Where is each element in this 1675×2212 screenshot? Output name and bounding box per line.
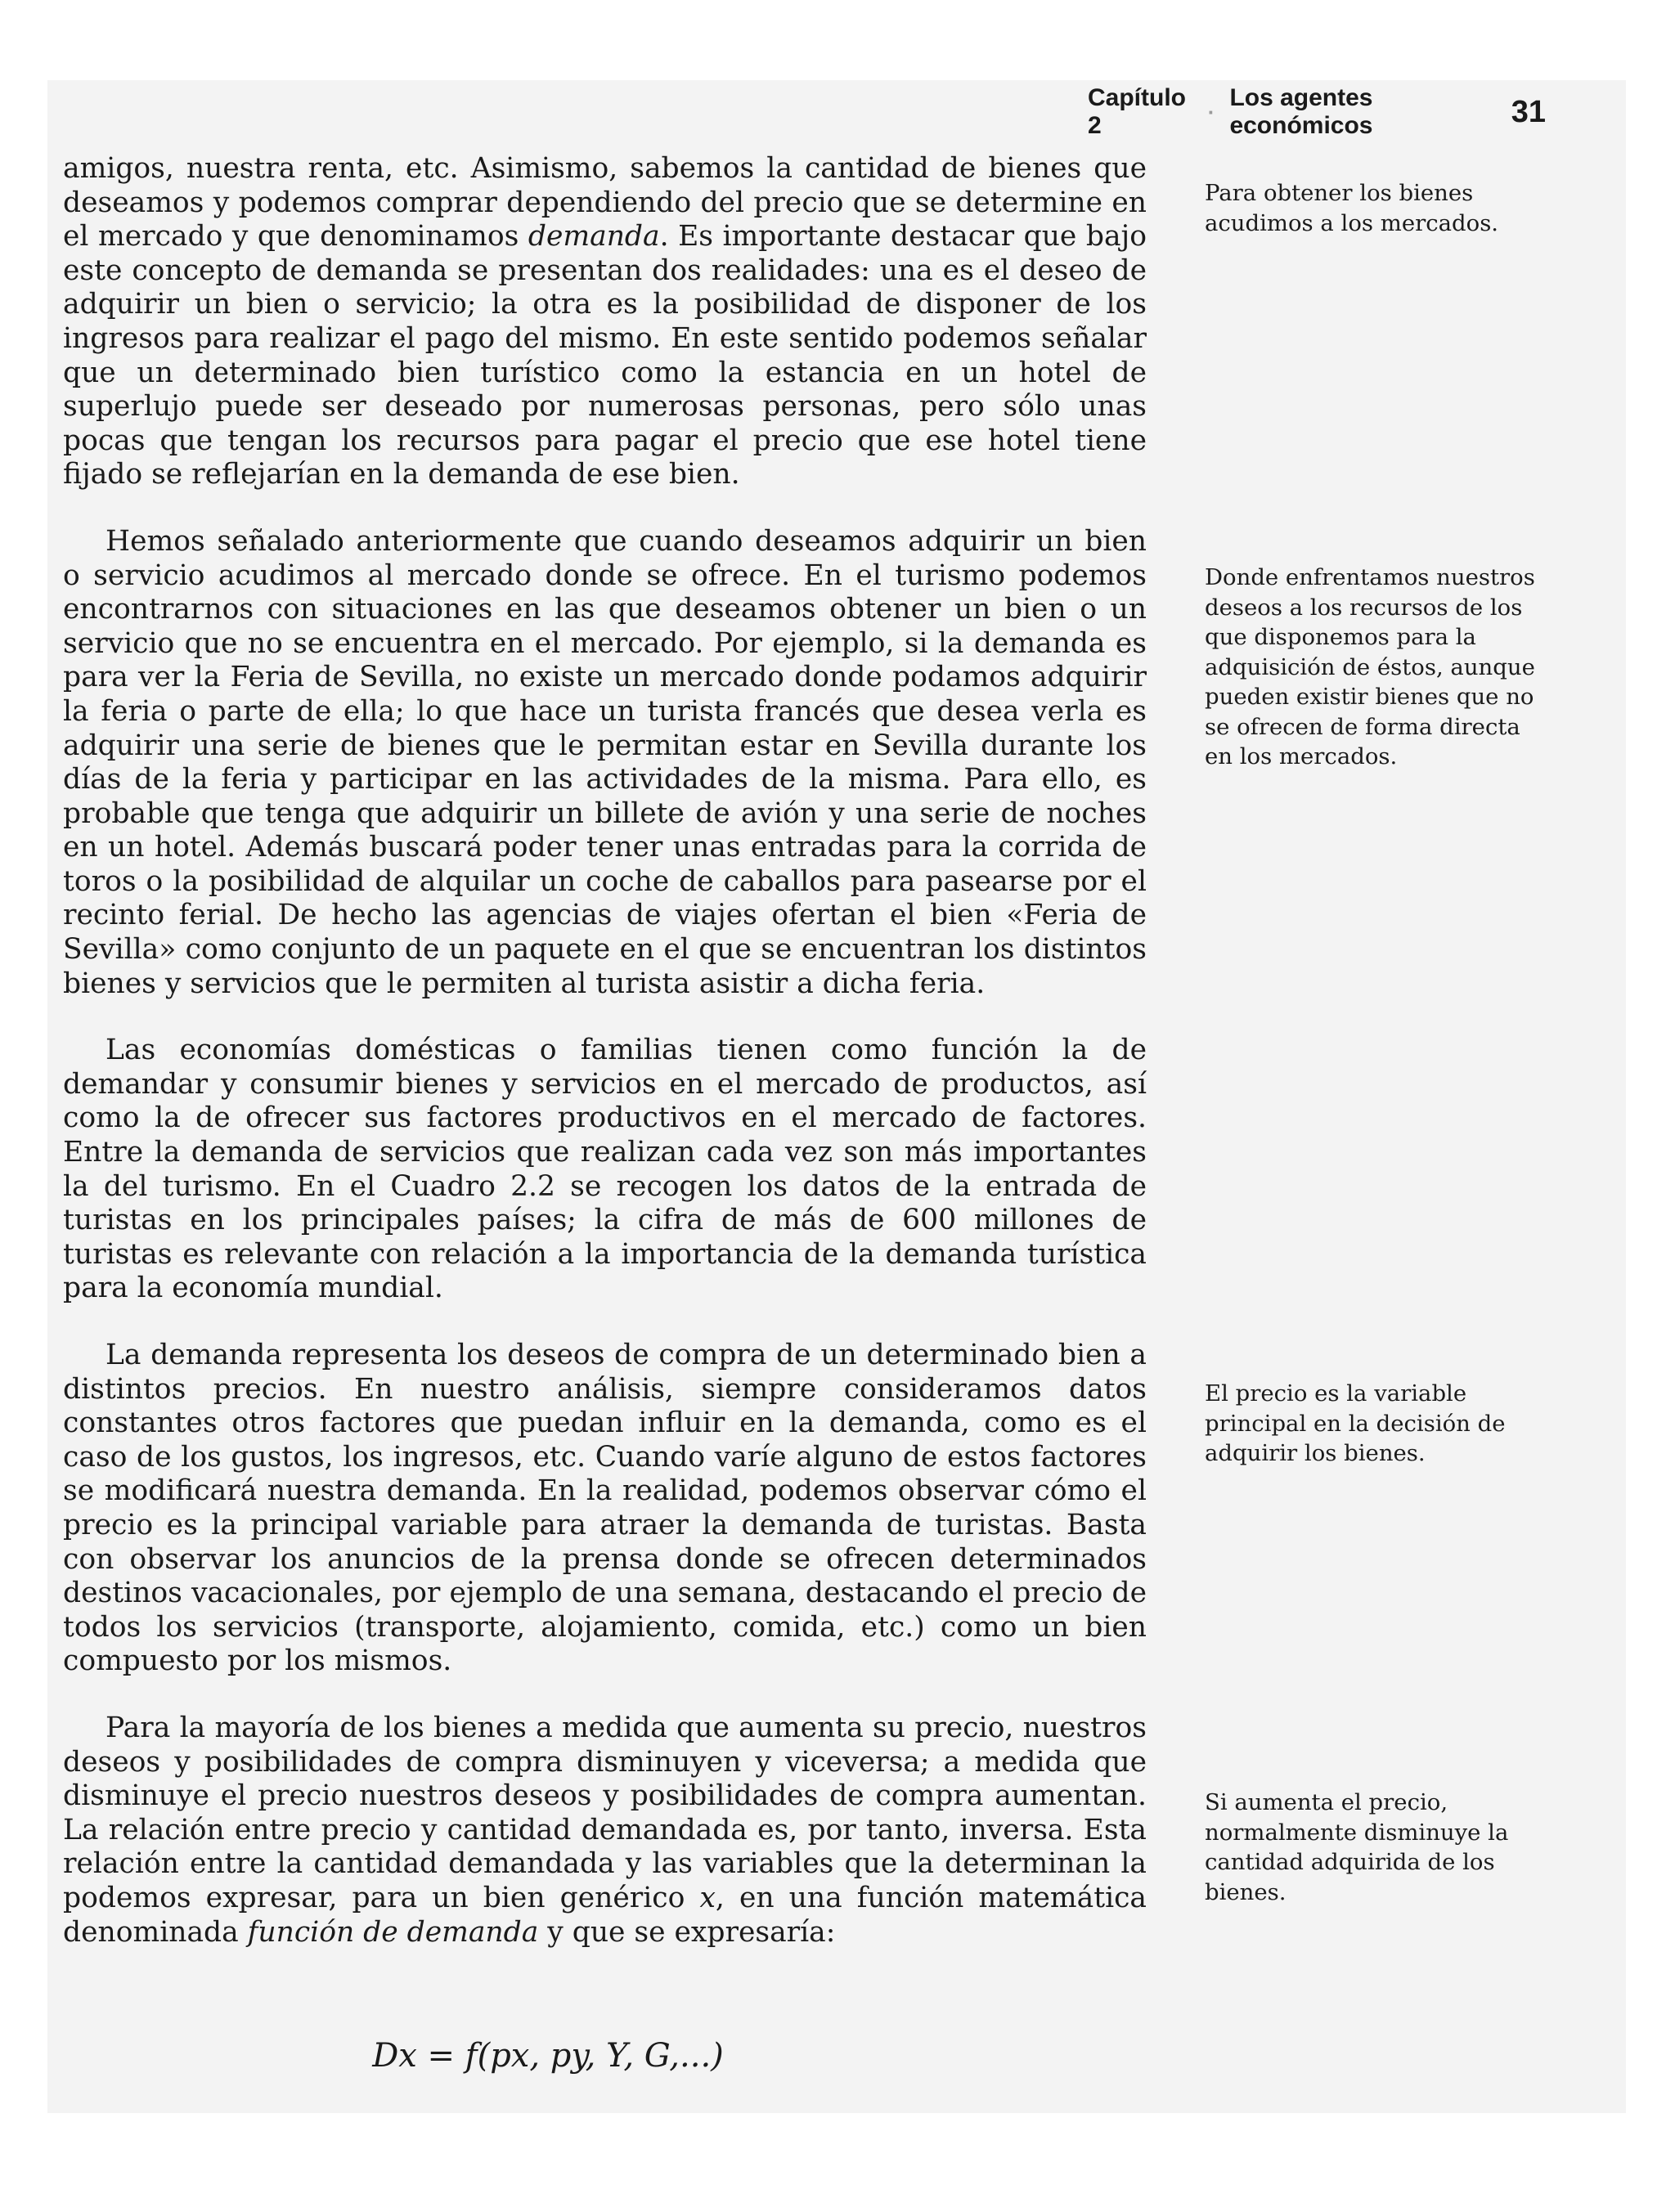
margin-note-3: El precio es la variable principal en la decisión de adquirir los bienes. <box>1205 1380 1506 1466</box>
paragraph-4 <box>63 1339 1147 1679</box>
italic-term: función de demanda <box>247 1915 539 1949</box>
header-separator: · <box>1207 99 1215 124</box>
text-run: Las economías domésticas o familias tienen como función la de demandar y consumir bienes y servicios en el mercado de productos, así como la de ofrecer sus factores productivos en el mercado de factores. Entre la demanda de servicios que realizan cada vez son más importantes la del turismo. En el Cuadro 2.2 se recogen los datos de la entrada de turistas en los principales países; la cifra de más de 600 millones de turistas es relevante con relación a la importancia de la demanda turística para la economía mundial. <box>63 1034 1147 1305</box>
text-run: La demanda representa los deseos de compra de un determinado bien a distintos precios. En nuestro análisis, siempre consideramos datos constantes otros factores que puedan influir en la demanda, como es el caso de los gustos, los ingresos, etc. Cuando varíe alguno de estos factores se modificará nuestra demanda. En la realidad, podemos observar cómo el precio es la principal variable para atraer la demanda de turistas. Basta con observar los anuncios de la prensa donde se ofrecen determinados destinos vacacionales, por ejemplo de una semana, destacando el precio de todos los servicios (transporte, alojamiento, comida, etc.) como un bien compuesto por los mismos. <box>63 1339 1147 1678</box>
margin-note-2: Donde enfrentamos nuestros deseos a los recursos de los que disponemos para la adquisición de éstos, aunque pueden existir bienes que no se ofrecen de forma directa en los mercados. <box>1205 564 1535 769</box>
text-run: Hemos señalado anteriormente que cuando deseamos adquirir un bien o servicio acudimos al mercado donde se ofrece. En el turismo podemos encontrarnos con situaciones en las que deseamos obtener un bien o un servicio que no se encuentra en el mercado. Por ejemplo, si la demanda es para ver la Feria de Sevilla, no existe un mercado donde podamos adquirir la feria o parte de ella; lo que hace un turista francés que desea verla es adquirir una serie de bienes que le permitan estar en Sevilla durante los días de la feria y participar en las actividades de la misma. Para ello, es probable que tenga que adquirir un billete de avión y una serie de noches en un hotel. Además buscará poder tener unas entradas para la corrida de toros o la posibilidad de alquilar un coche de caballos para pasearse por el recinto ferial. De hecho las agencias de viajes ofertan el bien «Feria de Sevilla» como conjunto de un paquete en el que se encuentran los distintos bienes y servicios que le permiten al turista asistir a dicha feria. <box>63 524 1147 1000</box>
text-run: amigos, nuestra renta, etc. Asimismo, sabemos la cantidad de bienes que deseamos y podemos comprar dependiendo del precio que se determine en el mercado y que denominamos <box>63 152 1147 254</box>
italic-term: x <box>699 1881 716 1914</box>
paragraph-1 <box>63 152 1147 492</box>
text-run: y que se expresaría: <box>538 1915 836 1949</box>
margin-note-4: Si aumenta el precio, normalmente disminuye la cantidad adquirida de los bienes. <box>1205 1789 1509 1905</box>
page-number: 31 <box>1511 94 1546 129</box>
text-run: , en una función matemática denominada <box>63 1881 1147 1949</box>
section-title: Los agentes económicos <box>1229 84 1373 139</box>
paragraph-2 <box>63 525 1147 1001</box>
chapter-label: Capítulo 2 <box>1088 84 1186 139</box>
paragraph-5 <box>63 1712 1147 1950</box>
text-run: . Es importante destacar que bajo este concepto de demanda se presentan dos realidades: una es el deseo de adquirir un bien o servicio; la otra es la posibilidad de disponer de los ingresos para realizar el pago del mismo. En este sentido podemos señalar que un determinado bien turístico como la estancia en un hotel de superlujo puede ser deseado por numerosas personas, pero sólo unas pocas que tengan los recursos para pagar el precio que ese hotel tiene fijado se reflejarían en la demanda de ese bien. <box>63 220 1147 491</box>
running-header <box>1088 84 1546 139</box>
text-run: Para la mayoría de los bienes a medida que aumenta su precio, nuestros deseos y posibilidades de compra disminuyen y viceversa; a medida que disminuye el precio nuestros deseos y posibilidades de compra aumentan. La relación entre precio y cantidad demandada es, por tanto, inversa. Esta relación entre la cantidad demandada y las variables que la determinan la podemos expresar, para un bien genérico <box>63 1711 1147 1914</box>
paragraph-3 <box>63 1034 1147 1306</box>
main-text-column <box>63 152 1147 1982</box>
italic-term: demanda <box>528 220 660 254</box>
demand-function-formula: Dx = f(px, py, Y, G,...) <box>372 2037 724 2075</box>
margin-note-1: Para obtener los bienes acudimos a los mercados. <box>1205 180 1499 236</box>
